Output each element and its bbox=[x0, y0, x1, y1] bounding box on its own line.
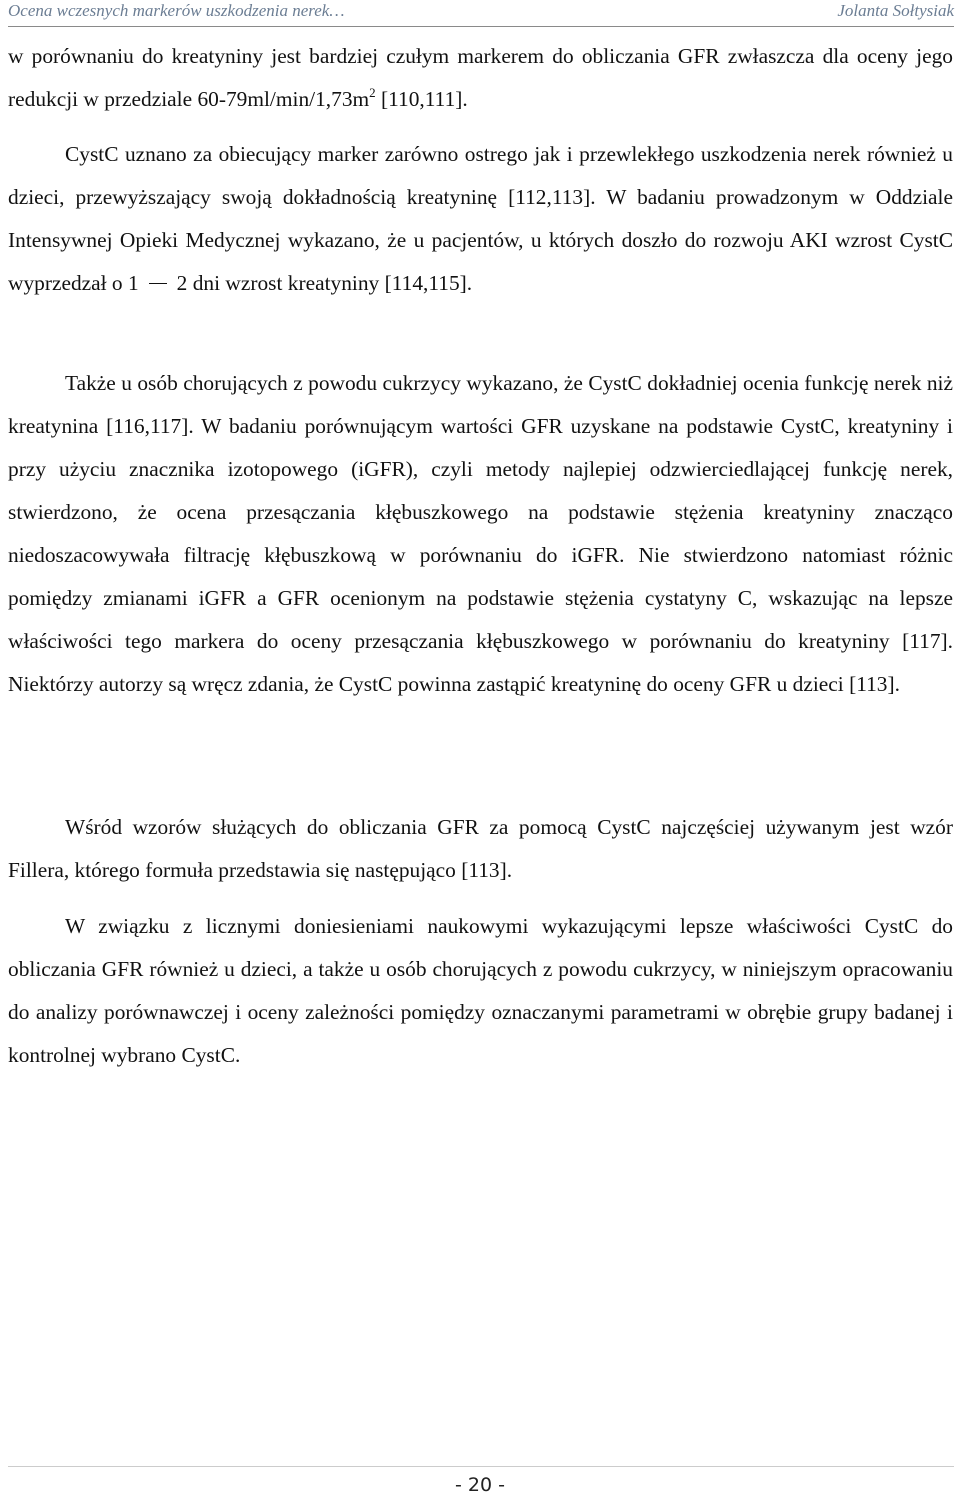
page-number: - 20 - bbox=[455, 1474, 505, 1496]
paragraph-3: Także u osób chorujących z powodu cukrzycy wykazano, że CystC dokładniej ocenia funkcję nerek niż kreatynina [116,117]. W badaniu porównującym wartości GFR uzyskane na podstawie CystC, kreatyniny i przy użyciu znacznika izotopowego (iGFR), czyli metody najlepiej odzwierciedlającej funkcję nerek, stwierdzono, że ocena przesączania kłębuszkowego na podstawie stężenia kreatyniny znacząco niedoszacowywała filtrację kłębuszkową w porównaniu do iGFR. Nie stwierdzono natomiast różnic pomiędzy zmianami iGFR a GFR ocenionym na podstawie stężenia cystatyny C, wskazując na lepsze właściwości tego markera do oceny przesączania kłębuszkowego w porównaniu do kreatyniny [117]. Niektórzy autorzy są wręcz zdania, że CystC powinna zastąpić kreatyninę do oceny GFR u dzieci [113]. bbox=[8, 371, 953, 696]
paragraph-4: Wśród wzorów służących do obliczania GFR za pomocą CystC najczęściej używanym jest wzór Fillera, którego formuła przedstawia się następująco [113]. bbox=[8, 815, 953, 882]
header-title: Ocena wczesnych markerów uszkodzenia nerek… bbox=[8, 1, 345, 20]
paragraph-2-text: CystC uznano za obiecujący marker zarówno ostrego jak i przewlekłego uszkodzenia nerek również u dzieci, przewyższający swoją dokładnością kreatyninę [112,113]. W badaniu prowadzonym w Oddziale Intensywnej Opieki Medycznej wykazano, że u pacjentów, u których doszło do rozwoju AKI wzrost CystC wyprzedzał o 1 bbox=[8, 142, 953, 295]
paragraph-2 bbox=[8, 133, 953, 305]
paragraph-1-citation: [110,111]. bbox=[375, 87, 468, 111]
paragraph-5: W związku z licznymi doniesieniami naukowymi wykazującymi lepsze właściwości CystC do obliczania GFR również u dzieci, a także u osób chorujących z powodu cukrzycy, w niniejszym opracowaniu do analizy porównawczej i oceny zależności pomiędzy oznaczanymi parametrami w obrębie grupy badanej i kontrolnej wybrano CystC. bbox=[8, 914, 953, 1067]
paragraph-2-text-end: 2 dni wzrost kreatyniny [114,115]. bbox=[176, 271, 473, 295]
paragraph-1 bbox=[8, 35, 953, 121]
header-author: Jolanta Sołtysiak bbox=[837, 1, 954, 20]
superscript: 2 bbox=[369, 85, 376, 100]
range-dash bbox=[149, 283, 167, 284]
paragraph-1-text: w porównaniu do kreatyniny jest bardziej czułym markerem do obliczania GFR zwłaszcza dla oceny jego redukcji w przedziale 60-79ml/min/1,73m bbox=[8, 44, 953, 111]
running-header bbox=[8, 0, 954, 27]
footer-divider bbox=[8, 1466, 954, 1467]
